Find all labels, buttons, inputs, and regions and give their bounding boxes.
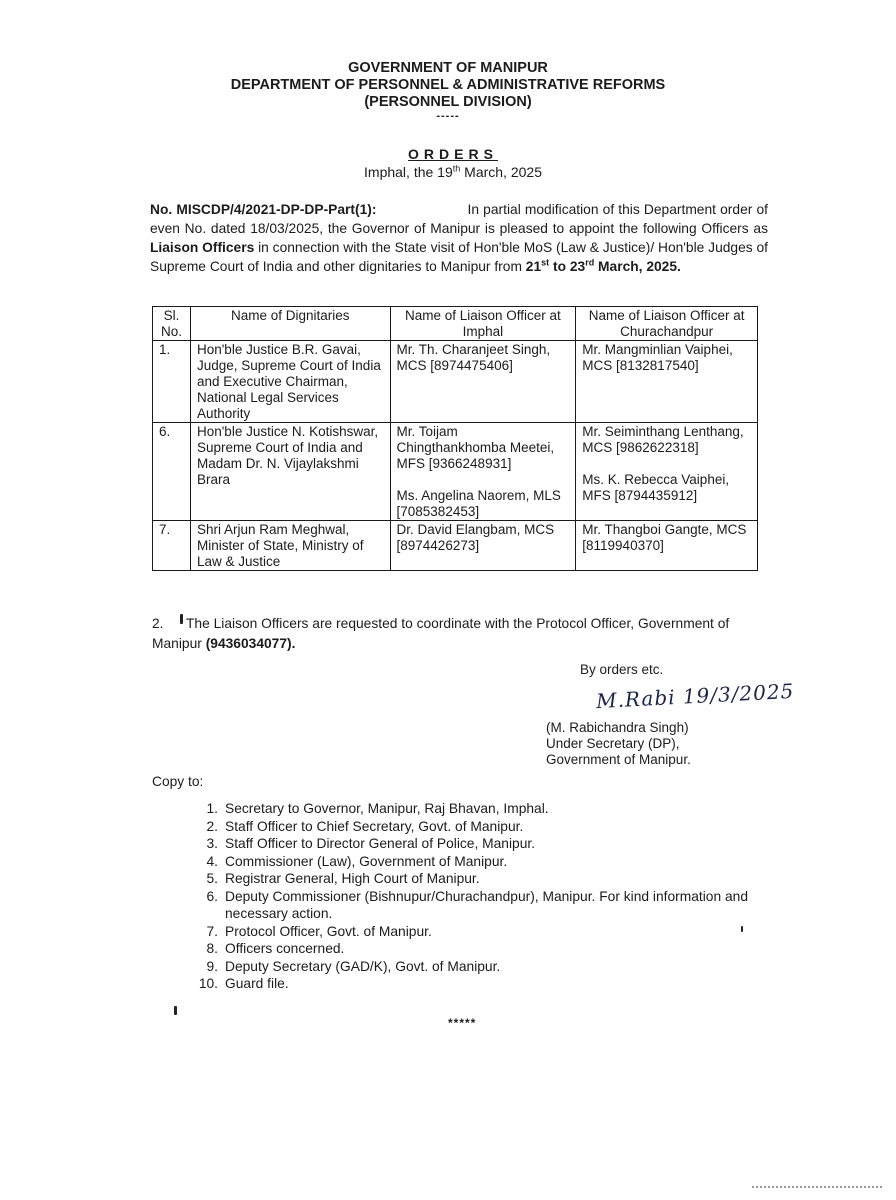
protocol-phone: (9436034077).	[205, 636, 296, 651]
cell-sl: 1.	[153, 341, 191, 423]
officer-entry: Ms. K. Rebecca Vaiphei, MFS [8794435912]	[582, 472, 730, 503]
cell-sl: 6.	[153, 423, 191, 521]
list-item: 5. Registrar General, High Court of Manipur.	[206, 871, 480, 886]
visit-dates: 21st to 23rd March, 2025.	[525, 257, 681, 274]
list-item: 8. Officers concerned.	[206, 941, 345, 956]
table-row	[153, 341, 758, 423]
copy-to-label: Copy to:	[152, 774, 204, 789]
list-item: 3. Staff Officer to Director General of Police, Manipur.	[206, 836, 536, 851]
scan-mark	[741, 926, 743, 932]
end-marker: *****	[448, 1016, 477, 1030]
list-item: 2. Staff Officer to Chief Secretary, Govt. of Manipur.	[206, 818, 524, 834]
table-row	[153, 521, 758, 571]
cell-imphal-officer: Mr. Th. Charanjeet Singh, MCS [8974475406]	[390, 341, 576, 423]
cell-dignitary: Hon'ble Justice B.R. Gavai, Judge, Supreme Court of India and Executive Chairman, National Legal Services Authority	[190, 341, 390, 423]
liaison-officers-table	[152, 306, 758, 571]
table-header-row	[153, 307, 758, 341]
list-item: 7. Protocol Officer, Govt. of Manipur.	[206, 923, 432, 939]
order-number: No. MISCDP/4/2021-DP-DP-Part(1):	[150, 202, 377, 217]
table-row	[153, 423, 758, 521]
signatory-designation: Under Secretary (DP),	[546, 736, 680, 751]
order-date: Imphal, the 19th March, 2025	[364, 163, 542, 180]
scan-mark	[180, 614, 183, 624]
signatory-block	[546, 720, 691, 768]
list-item: 1. Secretary to Governor, Manipur, Raj Bhavan, Imphal.	[206, 801, 549, 816]
cell-churachandpur-officer: Mr. Mangminlian Vaiphei, MCS [8132817540]	[576, 341, 758, 423]
header-churachandpur-officer: Name of Liaison Officer at Churachandpur	[576, 307, 758, 341]
header-imphal-officer: Name of Liaison Officer at Imphal	[390, 307, 576, 341]
scan-edge	[752, 1186, 882, 1188]
orders-title: ORDERS	[408, 146, 498, 162]
coordination-note: 2. The Liaison Officers are requested to coordinate with the Protocol Officer, Government of Manipur (9436034077).	[152, 616, 730, 651]
order-paragraph: No. MISCDP/4/2021-DP-DP-Part(1): In partial modification of this Department order of even No. dated 18/03/2025, the Governor of Manipur is pleased to appoint the following Officers as Liaison Officers in connection with the State visit of Hon'ble MoS (Law & Justice)/ Hon'ble Judges of Supreme Court of India and other dignitaries to Manipur from 21st to 23rd March, 2025.	[150, 202, 768, 274]
list-item: 9. Deputy Secretary (GAD/K), Govt. of Manipur.	[206, 958, 501, 974]
list-item: 6. Deputy Commissioner (Bishnupur/Churachandpur), Manipur. For kind information and necessary action.	[206, 888, 748, 921]
cell-dignitary: Shri Arjun Ram Meghwal, Minister of State, Ministry of Law & Justice	[190, 521, 390, 571]
cell-imphal-officer	[390, 423, 576, 521]
by-orders: By orders etc.	[580, 662, 664, 677]
header-dignitaries: Name of Dignitaries	[190, 307, 390, 341]
letterhead	[0, 60, 896, 121]
cell-sl: 7.	[153, 521, 191, 571]
department-title: DEPARTMENT OF PERSONNEL & ADMINISTRATIVE REFORMS	[230, 77, 666, 93]
header-sl-no: Sl. No.	[153, 307, 191, 341]
cell-dignitary: Hon'ble Justice N. Kotishswar, Supreme Court of India and Madam Dr. N. Vijaylakshmi Brara	[190, 423, 390, 521]
header-separator: -----	[436, 110, 460, 122]
list-item: 10. Guard file.	[198, 976, 289, 991]
handwritten-signature: M.Rabi 19/3/2025	[595, 678, 795, 714]
cell-churachandpur-officer: Mr. Thangboi Gangte, MCS [8119940370]	[576, 521, 758, 571]
cell-imphal-officer: Dr. David Elangbam, MCS [8974426273]	[390, 521, 576, 571]
scan-mark	[174, 1006, 177, 1015]
signatory-office: Government of Manipur.	[546, 752, 691, 767]
officer-entry: Mr. Toijam Chingthankhomba Meetei, MFS [9366248931]	[396, 424, 555, 471]
officer-entry: Mr. Seiminthang Lenthang, MCS [9862622318]	[582, 424, 744, 455]
list-item: 4. Commissioner (Law), Government of Manipur.	[206, 853, 508, 869]
signatory-name: (M. Rabichandra Singh)	[546, 720, 689, 735]
copy-to-list	[192, 800, 772, 993]
govt-title: GOVERNMENT OF MANIPUR	[348, 60, 548, 76]
division-title: (PERSONNEL DIVISION)	[364, 94, 532, 110]
cell-churachandpur-officer	[576, 423, 758, 521]
officer-entry: Ms. Angelina Naorem, MLS [7085382453]	[396, 488, 561, 519]
